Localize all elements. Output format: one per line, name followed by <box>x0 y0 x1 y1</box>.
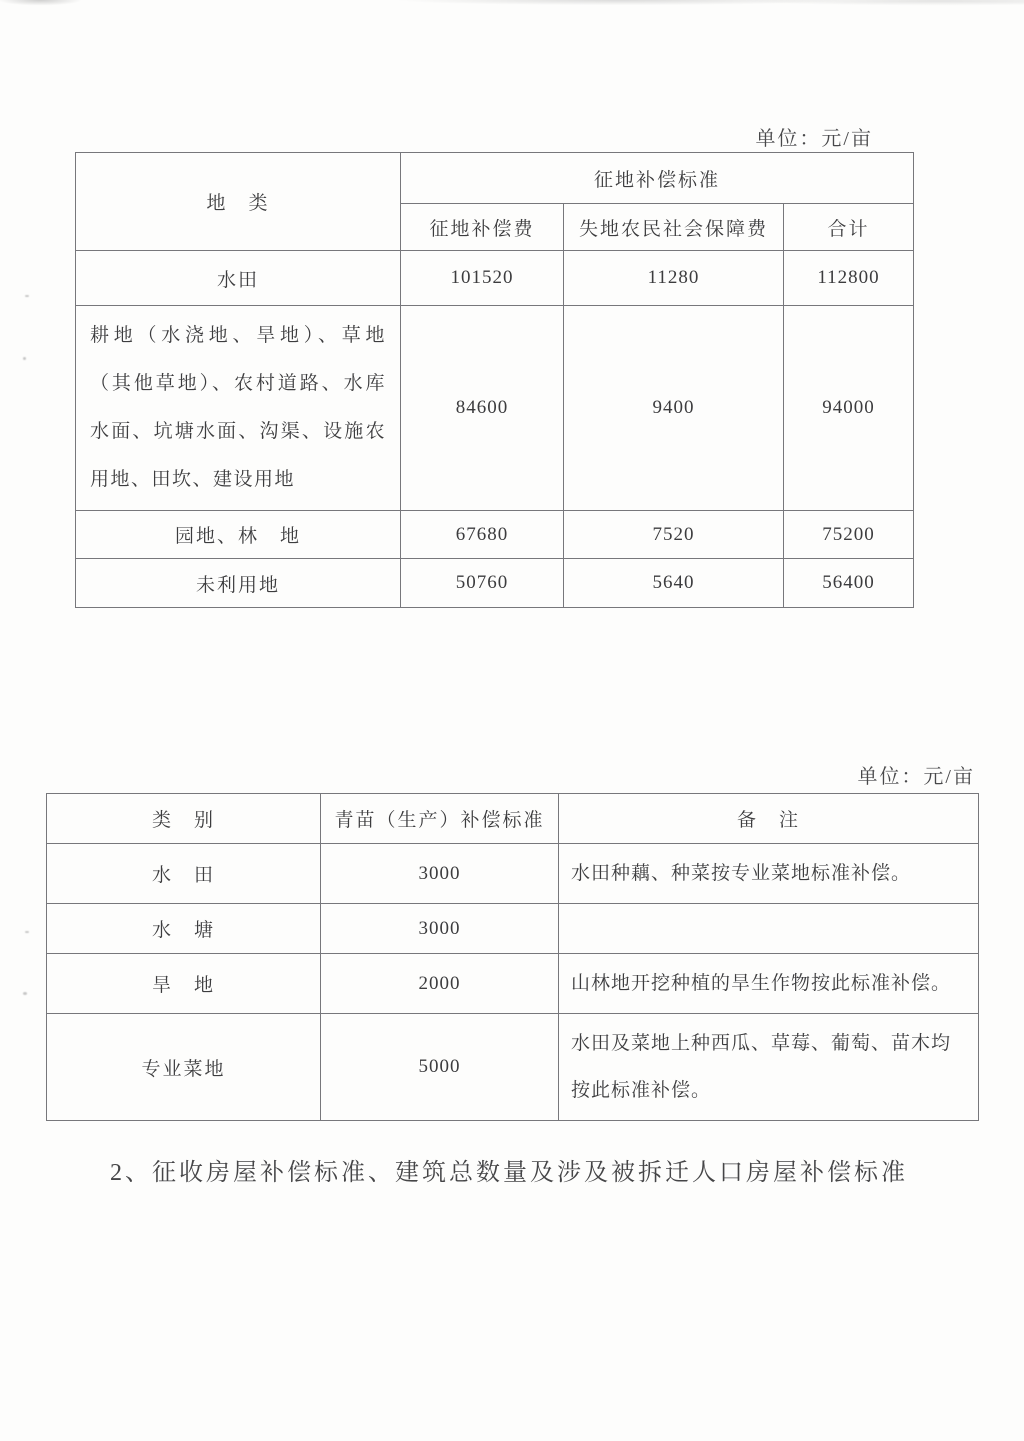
remark-cell: 山林地开挖种植的旱生作物按此标准补偿。 <box>559 954 979 1014</box>
table-row <box>47 954 979 1014</box>
total-cell: 112800 <box>784 251 914 306</box>
fee-cell: 67680 <box>401 511 564 559</box>
category-cell: 水 田 <box>47 844 321 904</box>
land-compensation-table <box>75 152 914 608</box>
fee-cell: 84600 <box>401 306 564 511</box>
social-cell: 9400 <box>564 306 784 511</box>
header-social-security-fee: 失地农民社会保障费 <box>564 204 784 251</box>
table-row <box>76 306 914 511</box>
seedling-compensation-table <box>46 793 979 1121</box>
remark-cell: 水田及菜地上种西瓜、草莓、葡萄、苗木均按此标准补偿。 <box>559 1014 979 1121</box>
category-cell: 水 塘 <box>47 904 321 954</box>
total-cell: 94000 <box>784 306 914 511</box>
unit-label-table2: 单位：元/亩 <box>857 766 975 788</box>
value-cell: 2000 <box>321 954 559 1014</box>
fee-cell: 50760 <box>401 559 564 608</box>
scan-speck <box>25 931 29 933</box>
fee-cell: 101520 <box>401 251 564 306</box>
total-cell: 75200 <box>784 511 914 559</box>
land-type-cell: 耕地（水浇地、旱地）、草地（其他草地）、农村道路、水库水面、坑塘水面、沟渠、设施农用地、田坎、建设用地 <box>76 306 401 511</box>
land-type-cell: 水田 <box>76 251 401 306</box>
scan-speck <box>23 992 27 995</box>
value-cell: 3000 <box>321 904 559 954</box>
section-heading: 2、征收房屋补偿标准、建筑总数量及涉及被拆迁人口房屋补偿标准 <box>110 1160 908 1186</box>
category-cell: 旱 地 <box>47 954 321 1014</box>
value-cell: 5000 <box>321 1014 559 1121</box>
scan-smudge <box>0 0 1024 10</box>
remark-cell: 水田种藕、种菜按专业菜地标准补偿。 <box>559 844 979 904</box>
header-category: 类 别 <box>47 794 321 844</box>
table-row <box>76 511 914 559</box>
land-type-cell: 园地、林 地 <box>76 511 401 559</box>
total-cell: 56400 <box>784 559 914 608</box>
scan-speck <box>23 357 26 360</box>
table-row <box>47 904 979 954</box>
table-row <box>47 1014 979 1121</box>
social-cell: 5640 <box>564 559 784 608</box>
value-cell: 3000 <box>321 844 559 904</box>
remark-cell <box>559 904 979 954</box>
header-land-fee: 征地补偿费 <box>401 204 564 251</box>
header-remarks: 备 注 <box>559 794 979 844</box>
unit-label-table1: 单位：元/亩 <box>755 128 873 150</box>
scan-speck <box>25 295 29 297</box>
table-row <box>76 559 914 608</box>
social-cell: 11280 <box>564 251 784 306</box>
header-land-class: 地 类 <box>76 153 401 251</box>
header-total: 合计 <box>784 204 914 251</box>
social-cell: 7520 <box>564 511 784 559</box>
land-type-cell: 未利用地 <box>76 559 401 608</box>
header-compensation-standard: 征地补偿标准 <box>401 153 914 204</box>
category-cell: 专业菜地 <box>47 1014 321 1121</box>
table-row <box>76 251 914 306</box>
table-row <box>47 844 979 904</box>
header-seedling-standard: 青苗（生产）补偿标准 <box>321 794 559 844</box>
